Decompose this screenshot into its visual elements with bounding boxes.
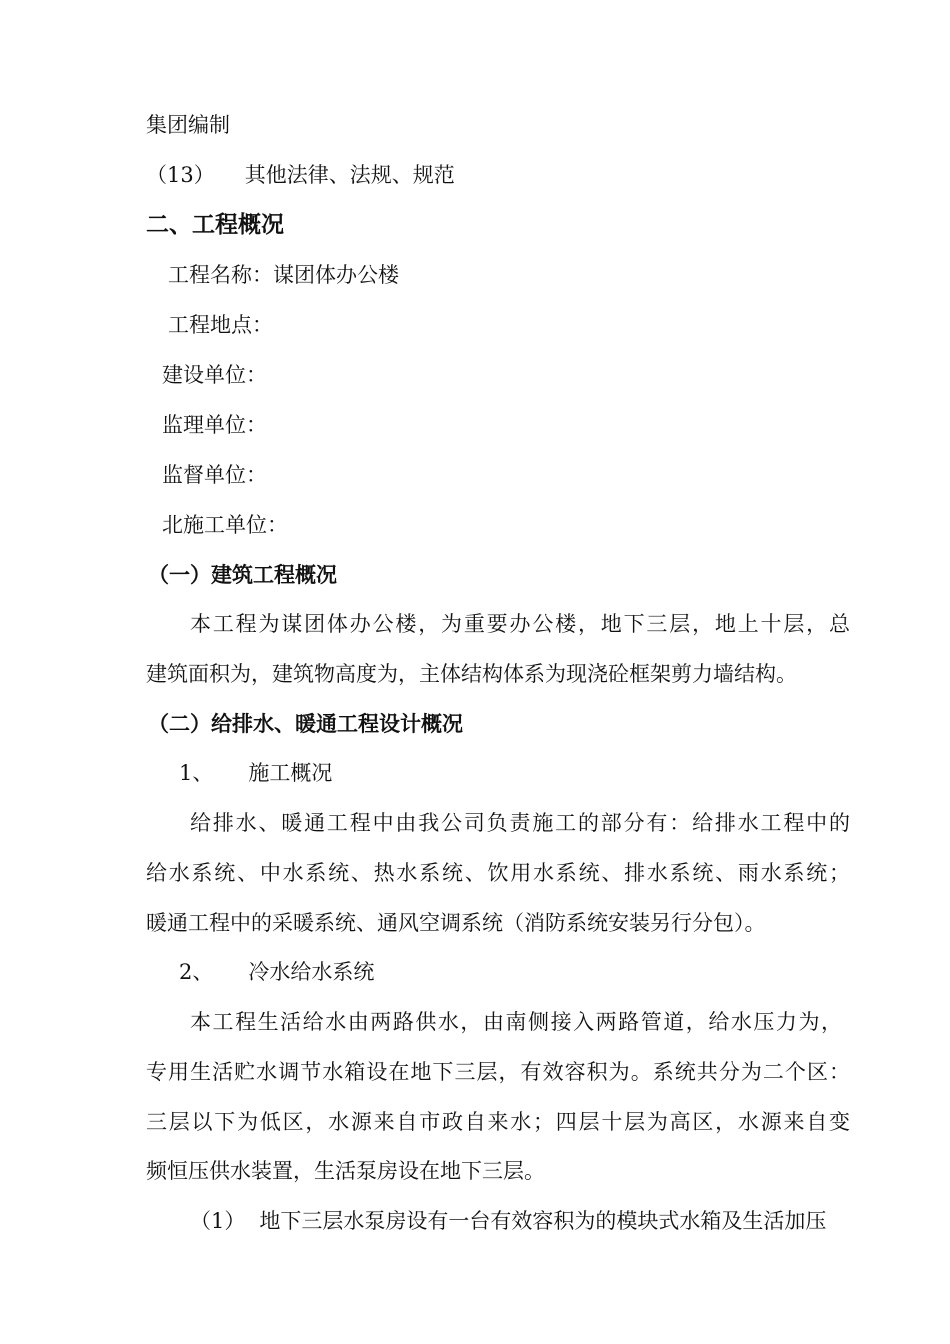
builder-unit: 建设单位： <box>162 363 267 387</box>
paragraph-line: 本工程为谋团体办公楼，为重要办公楼，地下三层，地上十层，总 <box>190 612 850 636</box>
text-line: 集团编制 <box>146 113 230 137</box>
list-number: （13） <box>146 163 215 187</box>
list-number: 2、 <box>179 960 214 984</box>
paragraph-line: 给排水、暖通工程中由我公司负责施工的部分有：给排水工程中的 <box>190 811 850 835</box>
paragraph-line: 三层以下为低区，水源来自市政自来水；四层十层为高区，水源来自变 <box>146 1110 850 1134</box>
supervisor-unit: 监理单位： <box>162 413 267 437</box>
list-text: 其他法律、法规、规范 <box>244 163 455 187</box>
list-item-1 <box>179 758 332 788</box>
list-number: 1、 <box>179 761 214 785</box>
list-number: （1） <box>190 1209 246 1233</box>
list-item-1-paren <box>190 1206 826 1236</box>
inspector-unit: 监督单位： <box>162 463 267 487</box>
paragraph-line: 频恒压供水装置，生活泵房设在地下三层。 <box>146 1159 545 1183</box>
list-text: 施工概况 <box>248 761 333 785</box>
project-name: 工程名称：谋团体办公楼 <box>168 263 399 287</box>
paragraph-line: 给水系统、中水系统、热水系统、饮用水系统、排水系统、雨水系统； <box>146 861 850 885</box>
project-site: 工程地点： <box>168 313 273 337</box>
subsection-heading: （一）建筑工程概况 <box>148 563 337 587</box>
list-text: 地下三层水泵房设有一台有效容积为的模块式水箱及生活加压 <box>259 1209 827 1233</box>
paragraph-line: 暖通工程中的采暖系统、通风空调系统（消防系统安装另行分包）。 <box>146 911 766 935</box>
contractor-unit: 北施工单位： <box>162 513 288 537</box>
list-item-13 <box>146 160 455 190</box>
paragraph-line: 专用生活贮水调节水箱设在地下三层，有效容积为。系统共分为二个区： <box>146 1060 850 1084</box>
subsection-heading: （二）给排水、暖通工程设计概况 <box>148 712 463 736</box>
paragraph-line: 建筑面积为，建筑物高度为，主体结构体系为现浇砼框架剪力墙结构。 <box>146 662 797 686</box>
list-item-2 <box>179 957 374 987</box>
paragraph-line: 本工程生活给水由两路供水，由南侧接入两路管道，给水压力为， <box>190 1010 842 1034</box>
section-heading: 二、工程概况 <box>146 212 284 238</box>
list-text: 冷水给水系统 <box>248 960 375 984</box>
